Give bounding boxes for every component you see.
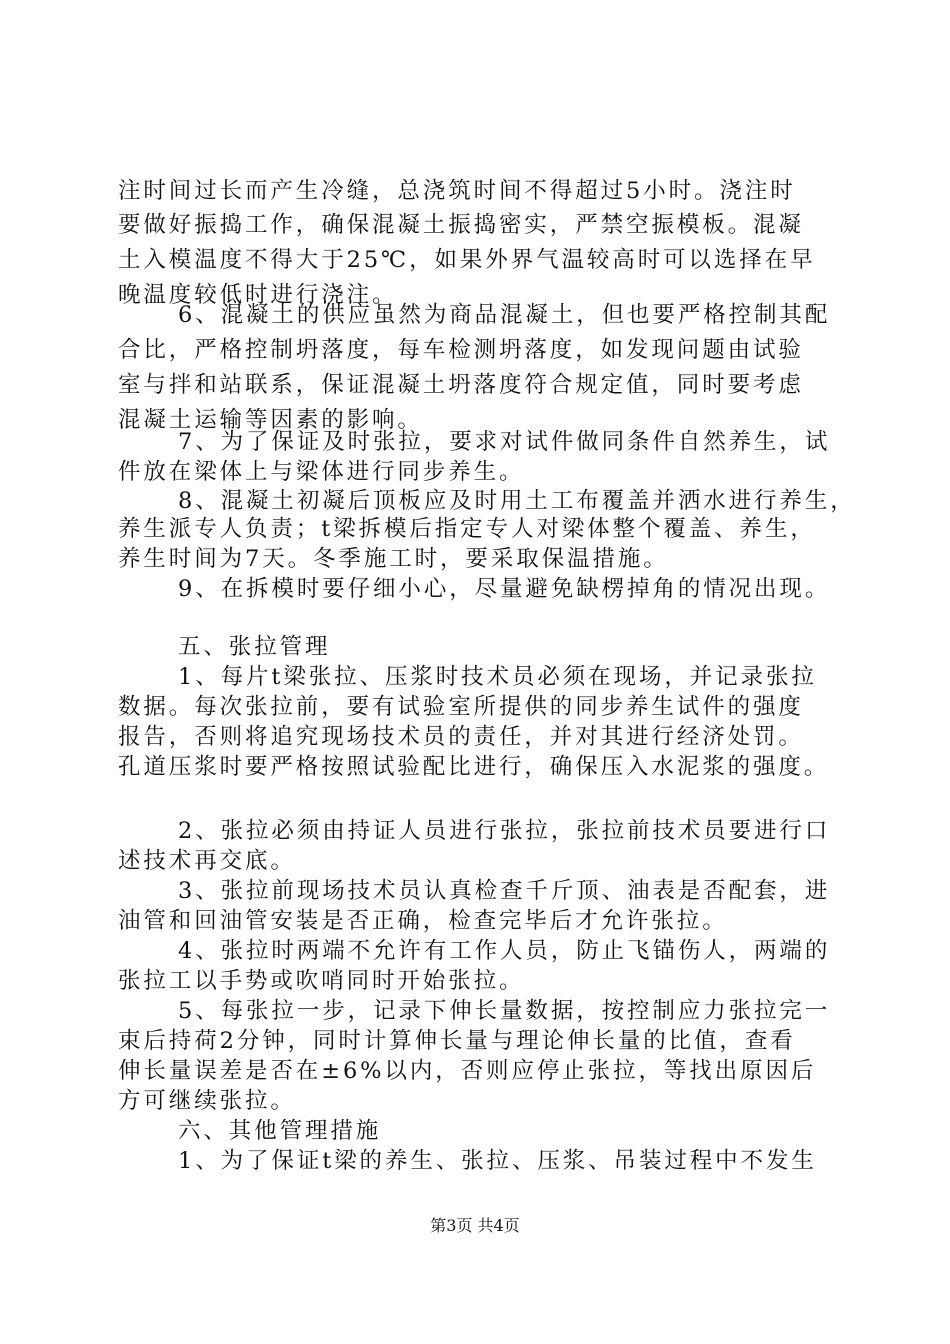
text-line: 3、张拉前现场技术员认真检查千斤顶、油表是否配套，进	[178, 878, 831, 904]
text-line: 注时间过长而产生冷缝，总浇筑时间不得超过5小时。浇注时	[118, 178, 796, 204]
text-line: 张拉工以手势或吹哨同时开始张拉。	[118, 968, 525, 994]
text-line: 6、混凝土的供应虽然为商品混凝土，但也要严格控制其配	[178, 302, 831, 328]
text-line: 油管和回油管安装是否正确，检查完毕后才允许张拉。	[118, 908, 728, 934]
text-line: 述技术再交底。	[118, 848, 296, 874]
text-line: 5、每张拉一步，记录下伸长量数据，按控制应力张拉完一	[178, 998, 831, 1024]
text-line: 9、在拆模时要仔细小心，尽量避免缺楞掉角的情况出现。	[178, 576, 831, 602]
text-line: 孔道压浆时要严格按照试验配比进行，确保压入水泥浆的强度。	[118, 754, 830, 780]
section-heading: 六、其他管理措施	[178, 1118, 382, 1144]
text-line: 伸长量误差是否在±6%以内，否则应停止张拉，等找出原因后	[118, 1058, 817, 1084]
text-line: 1、为了保证t梁的养生、张拉、压浆、吊装过程中不发生	[178, 1148, 817, 1174]
text-line: 养生时间为7天。冬季施工时，要采取保温措施。	[118, 546, 669, 572]
text-line: 养生派专人负责；t梁拆模后指定专人对梁体整个覆盖、养生，	[118, 516, 816, 542]
text-line: 合比，严格控制坍落度，每车检测坍落度，如发现问题由试验	[118, 337, 804, 363]
text-line: 件放在梁体上与梁体进行同步养生。	[118, 459, 525, 485]
text-line: 要做好振捣工作，确保混凝土振捣密实，严禁空振模板。混凝	[118, 212, 804, 238]
text-line: 2、张拉必须由持证人员进行张拉，张拉前技术员要进行口	[178, 818, 831, 844]
text-line: 室与拌和站联系，保证混凝土坍落度符合规定值，同时要考虑	[118, 372, 804, 398]
section-heading: 五、张拉管理	[178, 634, 331, 660]
text-line: 7、为了保证及时张拉，要求对试件做同条件自然养生，试	[178, 429, 831, 455]
text-line: 方可继续张拉。	[118, 1088, 296, 1114]
text-line: 8、混凝土初凝后顶板应及时用土工布覆盖并洒水进行养生，	[178, 488, 856, 514]
text-line: 晚温度较低时进行浇注。	[118, 282, 398, 308]
text-line: 数据。每次张拉前，要有试验室所提供的同步养生试件的强度	[118, 694, 804, 720]
text-line: 土入模温度不得大于25℃，如果外界气温较高时可以选择在早	[118, 247, 816, 273]
text-line: 混凝土运输等因素的影响。	[118, 407, 423, 433]
text-line: 4、张拉时两端不允许有工作人员，防止飞锚伤人，两端的	[178, 938, 831, 964]
text-line: 报告，否则将追究现场技术员的责任，并对其进行经济处罚。	[118, 724, 804, 750]
page-footer: 第3页 共4页	[430, 1216, 520, 1235]
text-line: 束后持荷2分钟，同时计算伸长量与理论伸长量的比值，查看	[118, 1028, 796, 1054]
text-line: 1、每片t梁张拉、压浆时技术员必须在现场，并记录张拉	[178, 664, 817, 690]
